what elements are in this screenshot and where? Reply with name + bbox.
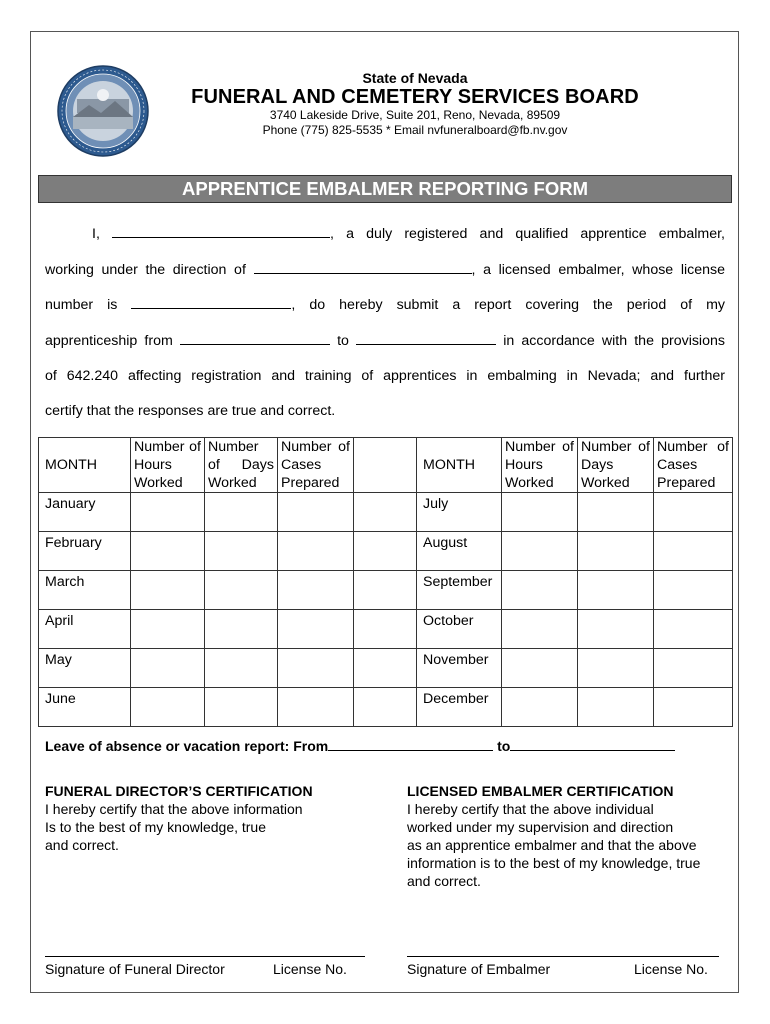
embalmer-license-label: License No. [634,961,708,977]
hours-header-right: Number of Hours Worked [502,438,578,493]
apprentice-name-blank[interactable] [112,225,330,238]
hours-input-cell[interactable] [131,571,205,610]
hours-input-cell[interactable] [131,493,205,532]
hours-input-cell[interactable] [502,532,578,571]
hours-input-cell[interactable] [502,649,578,688]
days-input-cell[interactable] [205,571,278,610]
header-contact: Phone (775) 825-5535 * Email nvfuneralboard@fb.nv.gov [262,123,568,137]
cases-input-cell[interactable] [654,532,733,571]
cert-text: Is to the best of my knowledge, true [45,819,267,835]
days-input-cell[interactable] [578,610,654,649]
cert-text: and correct. [45,837,119,853]
cases-input-cell[interactable] [278,493,354,532]
licensed-embalmer-certification [407,782,737,890]
table-gap [354,649,417,688]
days-header-left: Number of Days Worked [205,438,278,493]
embalmer-signature-line[interactable] [407,956,719,957]
embalmer-signature-label: Signature of Embalmer [407,961,551,977]
cert-text: information is to the best of my knowledge, true [407,855,701,871]
days-input-cell[interactable] [578,688,654,727]
monthly-report-table [38,437,733,727]
table-gap [354,493,417,532]
hours-input-cell[interactable] [131,532,205,571]
days-input-cell[interactable] [578,649,654,688]
paragraph-line-1: I, , a duly registered and qualified apprentice embalmer, [92,226,725,242]
cases-input-cell[interactable] [278,688,354,727]
month-cell: February [39,532,131,571]
header-address: 3740 Lakeside Drive, Suite 201, Reno, Nevada, 89509 [269,108,561,122]
leave-from-blank[interactable] [328,738,493,751]
hours-input-cell[interactable] [502,493,578,532]
month-cell: August [417,532,502,571]
month-cell: July [417,493,502,532]
hours-header-left: Number of Hours Worked [131,438,205,493]
director-signature-label: Signature of Funeral Director [45,961,225,977]
cert-text: I hereby certify that the above individual [407,801,654,817]
period-to-blank[interactable] [356,332,496,345]
table-gap [354,571,417,610]
paragraph-line-5: of 642.240 affecting registration and training of apprentices in embalming in Nevada; and further [45,368,725,384]
days-input-cell[interactable] [205,610,278,649]
table-row [39,493,733,532]
cert-title: FUNERAL DIRECTOR’S CERTIFICATION [45,783,313,799]
table-gap [354,438,417,493]
month-cell: June [39,688,131,727]
cases-input-cell[interactable] [654,571,733,610]
hours-input-cell[interactable] [131,688,205,727]
days-header-right: Number of Days Worked [578,438,654,493]
table-gap [354,688,417,727]
nevada-state-seal [57,65,149,157]
table-gap [354,610,417,649]
header-board-name: FUNERAL AND CEMETERY SERVICES BOARD [191,86,639,108]
cert-title: LICENSED EMBALMER CERTIFICATION [407,783,674,799]
director-license-label: License No. [273,961,347,977]
hours-input-cell[interactable] [502,688,578,727]
month-header-right: MONTH [417,438,502,493]
cases-input-cell[interactable] [278,649,354,688]
days-input-cell[interactable] [578,493,654,532]
leave-to-blank[interactable] [510,738,675,751]
cases-input-cell[interactable] [654,493,733,532]
paragraph-line-6: certify that the responses are true and correct. [45,403,336,419]
cases-input-cell[interactable] [278,532,354,571]
cert-text: I hereby certify that the above information [45,801,303,817]
paragraph-line-3: number is , do hereby submit a report covering the period of my [45,297,725,313]
hours-input-cell[interactable] [502,610,578,649]
table-row [39,532,733,571]
funeral-director-certification [45,782,385,854]
cases-header-left: Number of Cases Prepared [278,438,354,493]
leave-report-line: Leave of absence or vacation report: From to [45,738,675,754]
header-state: State of Nevada [362,70,468,86]
days-input-cell[interactable] [205,493,278,532]
cert-text: as an apprentice embalmer and that the above [407,837,697,853]
days-input-cell[interactable] [205,688,278,727]
period-from-blank[interactable] [180,332,330,345]
table-row [39,571,733,610]
month-cell: March [39,571,131,610]
cases-input-cell[interactable] [654,649,733,688]
table-row [39,688,733,727]
table-row [39,610,733,649]
month-cell: December [417,688,502,727]
hours-input-cell[interactable] [131,610,205,649]
month-cell: November [417,649,502,688]
month-cell: September [417,571,502,610]
table-row [39,649,733,688]
license-number-blank[interactable] [131,296,291,309]
cases-header-right: Number of Cases Prepared [654,438,733,493]
month-cell: April [39,610,131,649]
month-header-left: MONTH [39,438,131,493]
month-cell: October [417,610,502,649]
table-gap [354,532,417,571]
cases-input-cell[interactable] [278,571,354,610]
cases-input-cell[interactable] [654,610,733,649]
month-cell: May [39,649,131,688]
days-input-cell[interactable] [578,532,654,571]
table-header-row [39,438,733,493]
days-input-cell[interactable] [578,571,654,610]
form-title: APPRENTICE EMBALMER REPORTING FORM [38,175,732,203]
month-cell: January [39,493,131,532]
paragraph-line-2: working under the direction of , a licensed embalmer, whose license [45,262,725,278]
cases-input-cell[interactable] [278,610,354,649]
days-input-cell[interactable] [205,532,278,571]
paragraph-line-4: apprenticeship from to in accordance with the provisions [45,333,725,349]
hours-input-cell[interactable] [131,649,205,688]
director-signature-line[interactable] [45,956,365,957]
cases-input-cell[interactable] [654,688,733,727]
licensed-embalmer-blank[interactable] [254,261,472,274]
cert-text: worked under my supervision and direction [407,819,674,835]
cert-text: and correct. [407,873,481,889]
days-input-cell[interactable] [205,649,278,688]
hours-input-cell[interactable] [502,571,578,610]
